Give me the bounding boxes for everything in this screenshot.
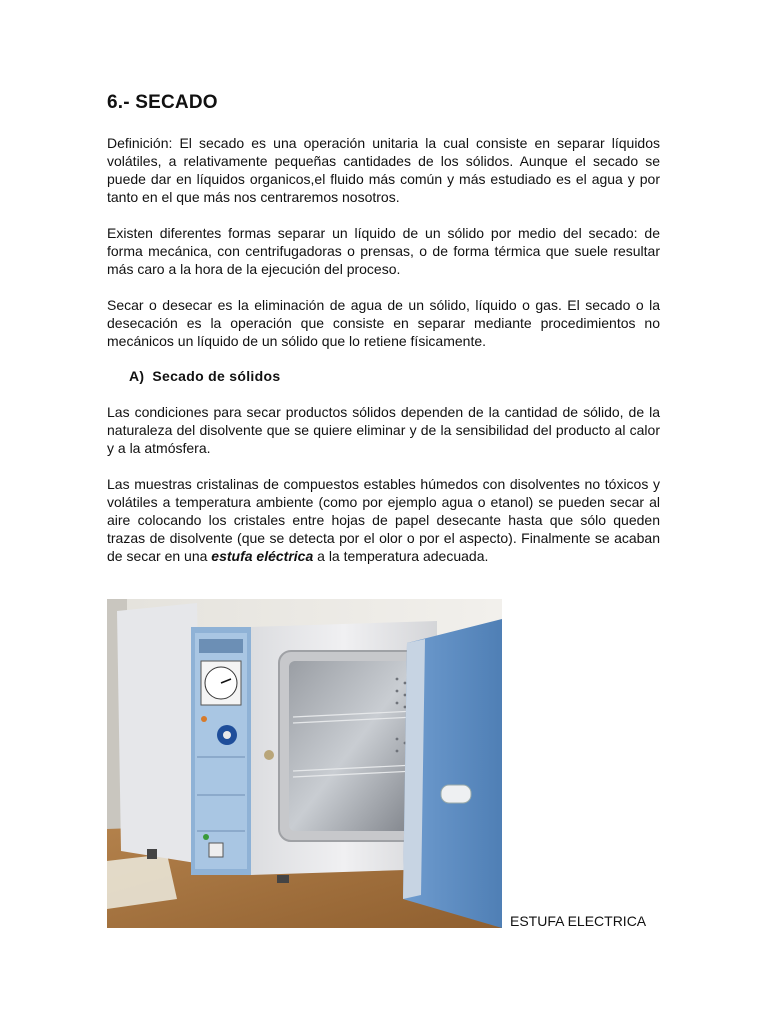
paragraph-desecar: Secar o desecar es la eliminación de agua de un sólido, líquido o gas. El secado o la desecación es la operación que consiste en separar mediante procedimientos no mecánicos un líquido de un sólido que lo retiene físicamente. — [107, 297, 660, 349]
oven-photo — [107, 599, 502, 928]
paragraph-methods: Existen diferentes formas separar un líquido de un sólido por medio del secado: de forma mecánica, con centrifugadoras o prensas, o de forma térmica que suele resultar más caro a la hora de la ejecución del proceso. — [107, 225, 660, 277]
emphasis-estufa: estufa eléctrica — [211, 548, 314, 564]
section-label: A) — [129, 368, 145, 384]
crystals-text-start: Las muestras cristalinas de compuestos estables húmedos con disolventes no tóxicos y volátiles a temperatura ambiente (como por ejemplo agua o etanol) se pueden secar al aire colocando los cristales entre hojas de papel desecante hasta que sólo queden trazas de disolvente (que se detecta por el olor o por el aspecto). Finalmente se acaban de secar en una — [107, 476, 660, 564]
section-title: Secado de sólidos — [152, 368, 281, 384]
paragraph-conditions: Las condiciones para secar productos sólidos dependen de la cantidad de sólido, de la naturaleza del disolvente que se quiere eliminar y de la sensibilidad del producto al calor y a la atmósfera. — [107, 404, 660, 456]
document-page — [107, 92, 660, 583]
crystals-text-end: a la temperatura adecuada. — [313, 548, 489, 564]
paragraph-crystals — [107, 475, 660, 565]
page-title: 6.- SECADO — [107, 92, 218, 113]
section-heading — [129, 368, 660, 384]
figure-caption: ESTUFA ELECTRICA — [510, 913, 647, 929]
paragraph-definition: Definición: El secado es una operación unitaria la cual consiste en separar líquidos volátiles, a relativamente pequeñas cantidades de los sólidos. Aunque el secado se puede dar en líquidos organicos,el fluido más común y más estudiado es el agua y por tanto en el que más nos centraremos nosotros. — [107, 135, 660, 205]
figure — [107, 599, 660, 929]
